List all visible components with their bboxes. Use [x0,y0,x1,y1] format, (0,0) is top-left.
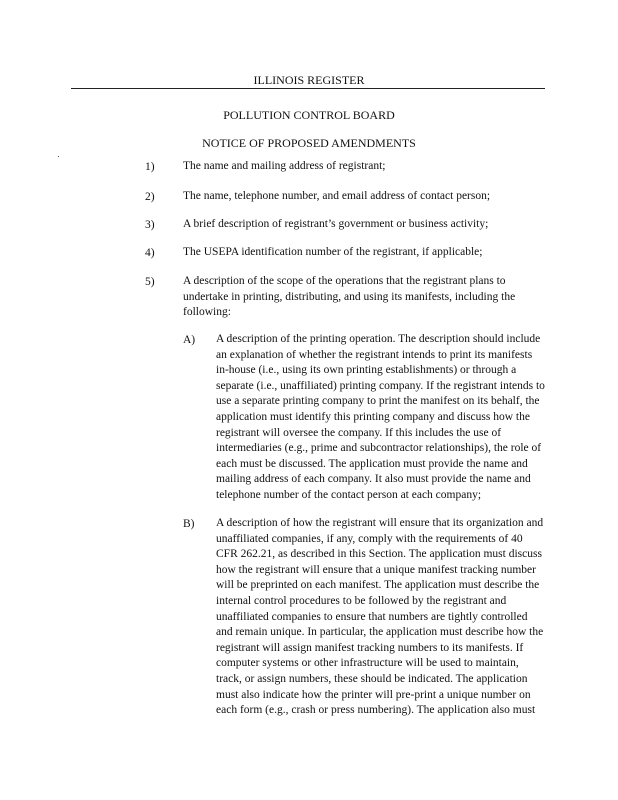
item-number: 2) [145,191,155,203]
item-number: 3) [145,219,155,231]
item-text: The name, telephone number, and email address of contact person; [183,190,491,202]
register-heading: ILLINOIS REGISTER [253,73,365,87]
subitem-number: A) [183,334,196,346]
notice-heading: NOTICE OF PROPOSED AMENDMENTS [202,136,416,150]
item-text: The USEPA identification number of the registrant, if applicable; [183,246,483,258]
item-number: 5) [145,276,155,288]
item-number: 1) [145,161,155,173]
item-text: The name and mailing address of registrant; [183,160,386,172]
subitem-text: A description of the printing operation. The description should include an explanation of whether the registrant intends to print its manifests in-house (i.e., using its own printing establishments) or through a separate (i.e., unaffiliated) printing company. If the registrant intends to use a separate printing company to print the manifest on its behalf, the application must identify this printing company and discuss how the registrant will oversee the company. If this includes the use of intermediaries (e.g., prime and subcontractor relationships), the role of each must be discussed. The application must provide the name and mailing address of each company. It also must provide the name and telephone number of the contact person at each company; [216,333,545,501]
board-heading: POLLUTION CONTROL BOARD [223,108,395,122]
subitem-number: B) [183,518,195,530]
header-rule [71,88,545,89]
item-text: A description of the scope of the operations that the registrant plans to undertake in printing, distributing, and using its manifests, including the following: [183,275,516,319]
item-number: 4) [145,247,155,259]
item-text: A brief description of registrant’s government or business activity; [183,218,489,230]
scan-artifact [58,156,59,157]
subitem-text: A description of how the registrant will ensure that its organization and unaffiliated companies, if any, comply with the requirements of 40 CFR 262.21, as described in this Section. The application must discuss how the registrant will ensure that a unique manifest tracking number will be preprinted on each manifest. The application must describe the internal control procedures to be followed by the registrant and unaffiliated companies to ensure that numbers are tightly controlled and remain unique. In particular, the application must describe how the registrant will assign manifest tracking numbers to its manifests. If computer systems or other infrastructure will be used to maintain, track, or assign numbers, these should be indicated. The application must also indicate how the printer will pre-print a unique number on each form (e.g., crash or press numbering). The application also must [216,517,544,717]
